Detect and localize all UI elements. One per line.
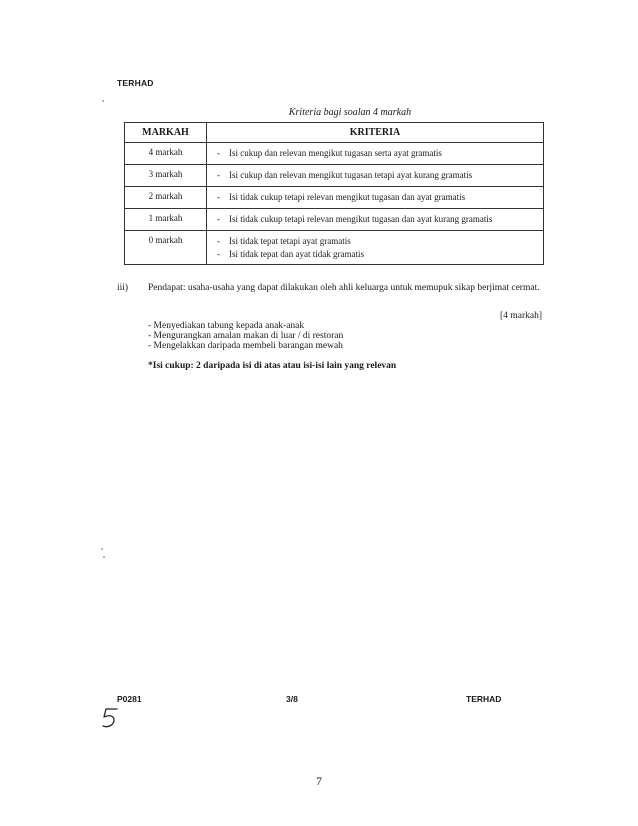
scoring-note: *Isi cukup: 2 daripada isi di atas atau isi-isi lain yang relevan bbox=[148, 361, 397, 371]
table-caption: Kriteria bagi soalan 4 markah bbox=[288, 107, 412, 118]
table-row bbox=[125, 143, 544, 165]
footer-page-indicator: 3/8 bbox=[286, 694, 298, 704]
criteria-text: Isi tidak tepat tetapi ayat gramatis bbox=[229, 236, 351, 246]
list-item: - Mengurangkan amalan makan di luar / di restoran bbox=[148, 331, 344, 341]
table-row bbox=[125, 209, 544, 231]
criteria-text: Isi cukup dan relevan mengikut tugasan tetapi ayat kurang gramatis bbox=[229, 170, 473, 180]
criteria-text: Isi tidak cukup tetapi relevan mengikut tugasan dan ayat kurang gramatis bbox=[229, 214, 493, 224]
criteria-text: Isi cukup dan relevan mengikut tugasan serta ayat gramatis bbox=[229, 148, 442, 158]
mark-cell: 4 markah bbox=[125, 143, 207, 165]
table-row bbox=[125, 187, 544, 209]
criteria-text: Isi tidak cukup tetapi relevan mengikut tugasan dan ayat gramatis bbox=[229, 192, 466, 202]
answer-list bbox=[148, 321, 343, 351]
criteria-cell: - Isi cukup dan relevan mengikut tugasan serta ayat gramatis bbox=[207, 143, 544, 165]
mark-cell: 2 markah bbox=[125, 187, 207, 209]
criteria-cell: - Isi cukup dan relevan mengikut tugasan tetapi ayat kurang gramatis bbox=[207, 165, 544, 187]
scan-speck bbox=[103, 556, 105, 558]
footer-paper-code: P0281 bbox=[117, 694, 142, 704]
question-text: Pendapat: usaha-usaha yang dapat dilakukan oleh ahli keluarga untuk memupuk sikap berjimat cermat. bbox=[148, 283, 540, 293]
scan-speck bbox=[101, 548, 103, 550]
column-header-kriteria: KRITERIA bbox=[207, 123, 544, 143]
table-row bbox=[125, 165, 544, 187]
criteria-text: Isi tidak tepat dan ayat tidak gramatis bbox=[229, 249, 364, 259]
handwritten-mark bbox=[100, 706, 120, 730]
table-row bbox=[125, 231, 544, 265]
list-item: - Mengelakkan daripada membeli barangan mewah bbox=[148, 341, 343, 351]
criteria-cell: - Isi tidak cukup tetapi relevan mengikut tugasan dan ayat kurang gramatis bbox=[207, 209, 544, 231]
footer-classification: TERHAD bbox=[466, 694, 502, 704]
criteria-table bbox=[124, 122, 544, 265]
mark-cell: 0 markah bbox=[125, 231, 207, 265]
mark-cell: 3 markah bbox=[125, 165, 207, 187]
question-marks: [4 markah] bbox=[500, 311, 542, 321]
header-classification: TERHAD bbox=[117, 78, 154, 88]
criteria-cell: - Isi tidak tepat tetapi ayat gramatis - Isi tidak tepat dan ayat tidak gramatis bbox=[207, 231, 544, 265]
page-number: 7 bbox=[316, 774, 322, 788]
list-item: - Menyediakan tabung kepada anak-anak bbox=[148, 321, 305, 331]
scan-speck bbox=[102, 100, 104, 102]
mark-cell: 1 markah bbox=[125, 209, 207, 231]
table-header-row bbox=[125, 123, 544, 143]
question-number: iii) bbox=[117, 283, 129, 293]
column-header-markah: MARKAH bbox=[125, 123, 207, 143]
criteria-cell: - Isi tidak cukup tetapi relevan mengikut tugasan dan ayat gramatis bbox=[207, 187, 544, 209]
